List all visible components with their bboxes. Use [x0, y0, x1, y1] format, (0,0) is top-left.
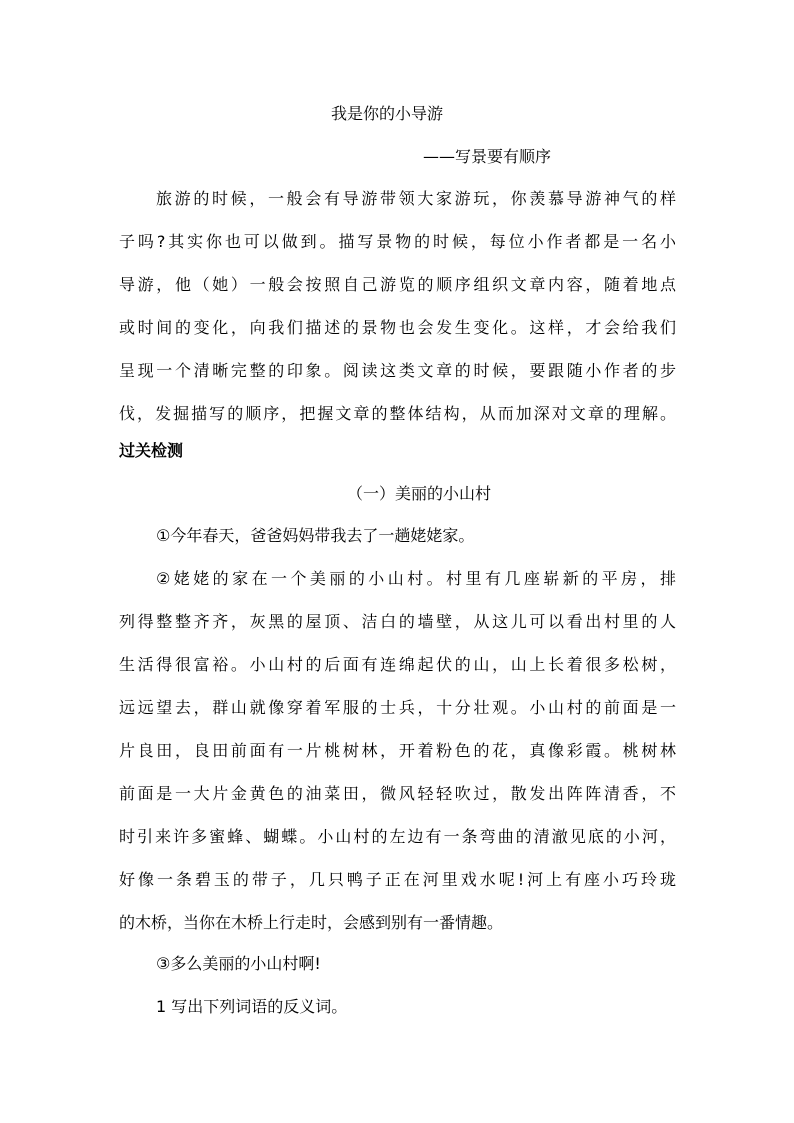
paragraph-3: ③多么美丽的小山村啊!	[156, 954, 321, 973]
intro-line: 伐，发掘描写的顺序，把握文章的整体结构，从而加深对文章的理解。	[119, 404, 676, 423]
paragraph-2-line: 生活得很富裕。小山村的后面有连绵起伏的山，山上长着很多松树，	[119, 655, 676, 674]
section-heading: 过关检测	[119, 441, 184, 460]
intro-line: 导游，他（她）一般会按照自己游览的顺序组织文章内容，随着地点	[119, 275, 676, 294]
question-1: 1 写出下列词语的反义词。	[156, 997, 348, 1016]
paragraph-2-line: 远远望去，群山就像穿着军服的士兵，十分壮观。小山村的前面是一	[119, 698, 676, 717]
paragraph-2-line: 列得整整齐齐，灰黑的屋顶、洁白的墙壁，从这儿可以看出村里的人	[119, 612, 676, 631]
paragraph-2-line: 时引来许多蜜蜂、蝴蝶。小山村的左边有一条弯曲的清澈见底的小河，	[119, 827, 676, 846]
paragraph-2-line: 的木桥，当你在木桥上行走时，会感到别有一番情趣。	[119, 913, 504, 932]
paragraph-1: ①今年春天，爸爸妈妈带我去了一趟姥姥家。	[156, 526, 475, 545]
passage-title: （一）美丽的小山村	[347, 484, 492, 503]
intro-line: 或时间的变化，向我们描述的景物也会发生变化。这样，才会给我们	[119, 318, 676, 337]
paragraph-2-line: ②姥姥的家在一个美丽的小山村。村里有几座崭新的平房，排	[156, 569, 676, 588]
paragraph-2-line: 好像一条碧玉的带子，几只鸭子正在河里戏水呢!河上有座小巧玲珑	[119, 870, 676, 889]
intro-line: 旅游的时候，一般会有导游带领大家游玩，你羡慕导游神气的样	[156, 189, 676, 208]
paragraph-2-line: 片良田，良田前面有一片桃树林，开着粉色的花，真像彩霞。桃树林	[119, 741, 676, 760]
intro-line: 呈现一个清晰完整的印象。阅读这类文章的时候，要跟随小作者的步	[119, 361, 676, 380]
intro-line: 子吗?其实你也可以做到。描写景物的时候，每位小作者都是一名小	[119, 232, 676, 251]
paragraph-2-line: 前面是一大片金黄色的油菜田，微风轻轻吹过，散发出阵阵清香，不	[119, 784, 676, 803]
document-subtitle: ——写景要有顺序	[423, 147, 552, 166]
document-title: 我是你的小导游	[331, 104, 444, 123]
